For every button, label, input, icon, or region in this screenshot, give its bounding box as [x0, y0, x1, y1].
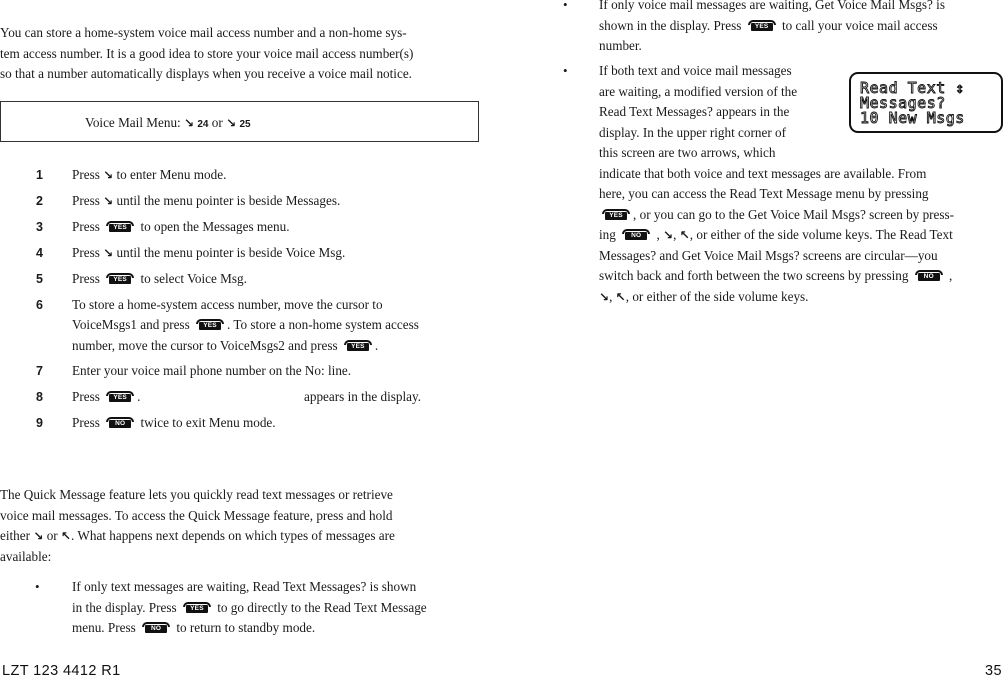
bullet-line: ing NO , ↘, ↖, or either of the side volume keys. The Read Text [599, 227, 953, 242]
down-arrow-key-icon: ↘ [599, 289, 610, 304]
yes-key-icon: YES [182, 602, 212, 613]
menu-code-1: 24 [197, 119, 209, 130]
step-number: 7 [36, 364, 43, 378]
step-number: 9 [36, 416, 43, 430]
bullet-line: shown in the display. Press YES to call your voice mail access [599, 17, 938, 33]
up-arrow-key-icon: ↖ [615, 289, 626, 304]
bullet-line: Read Text Messages? appears in the [599, 104, 790, 119]
step-text: Press ↘ until the menu pointer is beside Voice Msg. [72, 245, 346, 260]
menu-down-arrow-icon: ↘ [184, 116, 195, 130]
step-text: To store a home-system access number, move the cursor to [72, 297, 383, 312]
step-text: Press ↘ to enter Menu mode. [72, 167, 227, 182]
quick-line: voice mail messages. To access the Quick Message feature, press and hold [0, 507, 393, 523]
bullet-line: are waiting, a modified version of the [599, 83, 798, 99]
no-key-icon: NO [105, 417, 135, 428]
intro-line: tem access number. It is a good idea to store your voice mail access number(s) [0, 45, 414, 61]
bullet-line: Messages? and Get Voice Mail Msgs? screens are circular—you [599, 247, 938, 263]
bullet-voice-only-messages [599, 0, 945, 57]
bullet-line: switch back and forth between the two screens by pressing NO , [599, 268, 953, 283]
quick-line: available: [0, 548, 52, 564]
down-arrow-key-icon: ↘ [33, 529, 44, 543]
up-arrow-key-icon: ↖ [60, 529, 72, 543]
bullet-line: in the display. Press YES to go directly to the Read Text Message [72, 599, 427, 615]
bullet-line: indicate that both voice and text messages are available. From [599, 165, 927, 181]
quick-line: either ↘ or ↖. What happens next depends on which types of messages are [0, 528, 395, 543]
yes-key-icon: YES [601, 209, 631, 220]
step-number: 6 [36, 298, 43, 312]
bullet-line: this screen are two arrows, which [599, 145, 776, 160]
document-id: LZT 123 4412 R1 [2, 663, 121, 679]
bullet-line: If only voice mail messages are waiting, Get Voice Mail Msgs? is [599, 0, 945, 12]
step-number: 3 [36, 220, 43, 234]
bullet-line: YES , or you can go to the Get Voice Mail Msgs? screen by press- [599, 205, 954, 226]
page-number: 35 [985, 663, 1002, 679]
menu-label-text: Voice Mail Menu: [85, 115, 181, 130]
bullet-marker: • [563, 0, 568, 12]
no-key-icon: NO [141, 622, 171, 633]
menu-shortcut-label [85, 114, 251, 134]
no-key-icon: NO [914, 270, 944, 281]
bullet-marker: • [563, 63, 568, 78]
down-arrow-key-icon: ↘ [103, 246, 114, 260]
intro-line: so that a number automatically displays when you receive a voice mail notice. [0, 66, 412, 81]
bullet-line: ↘, ↖, or either of the side volume keys. [599, 288, 809, 304]
step-text: Press YES to select Voice Msg. [72, 271, 247, 286]
step-text: Press NO twice to exit Menu mode. [72, 415, 276, 430]
intro-line: You can store a home-system voice mail access number and a non-home sys- [0, 25, 407, 40]
bullet-line: If both text and voice mail messages [599, 63, 792, 78]
quick-message-paragraph [0, 485, 395, 567]
no-key-icon: NO [621, 229, 651, 240]
down-arrow-key-icon: ↘ [103, 194, 114, 208]
step-number: 8 [36, 390, 43, 404]
step-8-suffix: appears in the display. [304, 389, 422, 404]
display-line-3: 10 New Msgs [860, 109, 965, 127]
quick-line: The Quick Message feature lets you quickly read text messages or retrieve [0, 487, 393, 502]
step-text: Press YES to open the Messages menu. [72, 219, 290, 234]
menu-down-arrow-icon: ↘ [226, 116, 237, 130]
up-arrow-key-icon: ↖ [679, 228, 690, 242]
display-line-1: Read Text ↕ [860, 79, 965, 97]
bullet-line: number. [599, 38, 642, 53]
yes-key-icon: YES [105, 273, 135, 284]
bullet-text-only-messages [72, 577, 427, 639]
yes-key-icon: YES [195, 319, 225, 330]
yes-key-icon: YES [343, 340, 373, 351]
voice-mail-menu-box [0, 101, 479, 142]
bullet-line: If only text messages are waiting, Read Text Messages? is shown [72, 579, 417, 594]
step-number: 1 [36, 168, 43, 182]
down-arrow-key-icon: ↘ [103, 168, 114, 182]
yes-key-icon: YES [105, 221, 135, 232]
step-text: Enter your voice mail phone number on the No: line. [72, 363, 352, 378]
menu-code-2: 25 [239, 119, 251, 130]
phone-display-illustration [849, 72, 1003, 133]
menu-or-text: or [211, 115, 223, 130]
step-text: number, move the cursor to VoiceMsgs2 and press YES . [72, 338, 379, 353]
bullet-marker: • [35, 579, 40, 594]
step-number: 4 [36, 246, 43, 260]
step-number: 2 [36, 194, 43, 208]
display-line-2: Messages? [860, 94, 946, 112]
bullet-line: display. In the upper right corner of [599, 124, 787, 140]
down-arrow-key-icon: ↘ [663, 228, 674, 242]
bullet-line: menu. Press NO to return to standby mode. [72, 620, 316, 635]
step-text: VoiceMsgs1 and press YES . To store a non-home system access [72, 317, 419, 332]
step-text: Press ↘ until the menu pointer is beside Messages. [72, 193, 341, 208]
step-text: Press YES . [72, 389, 141, 404]
step-number: 5 [36, 272, 43, 286]
yes-key-icon: YES [747, 20, 777, 31]
intro-paragraph [0, 23, 413, 85]
bullet-line: here, you can access the Read Text Message menu by pressing [599, 186, 929, 201]
yes-key-icon: YES [105, 391, 135, 402]
